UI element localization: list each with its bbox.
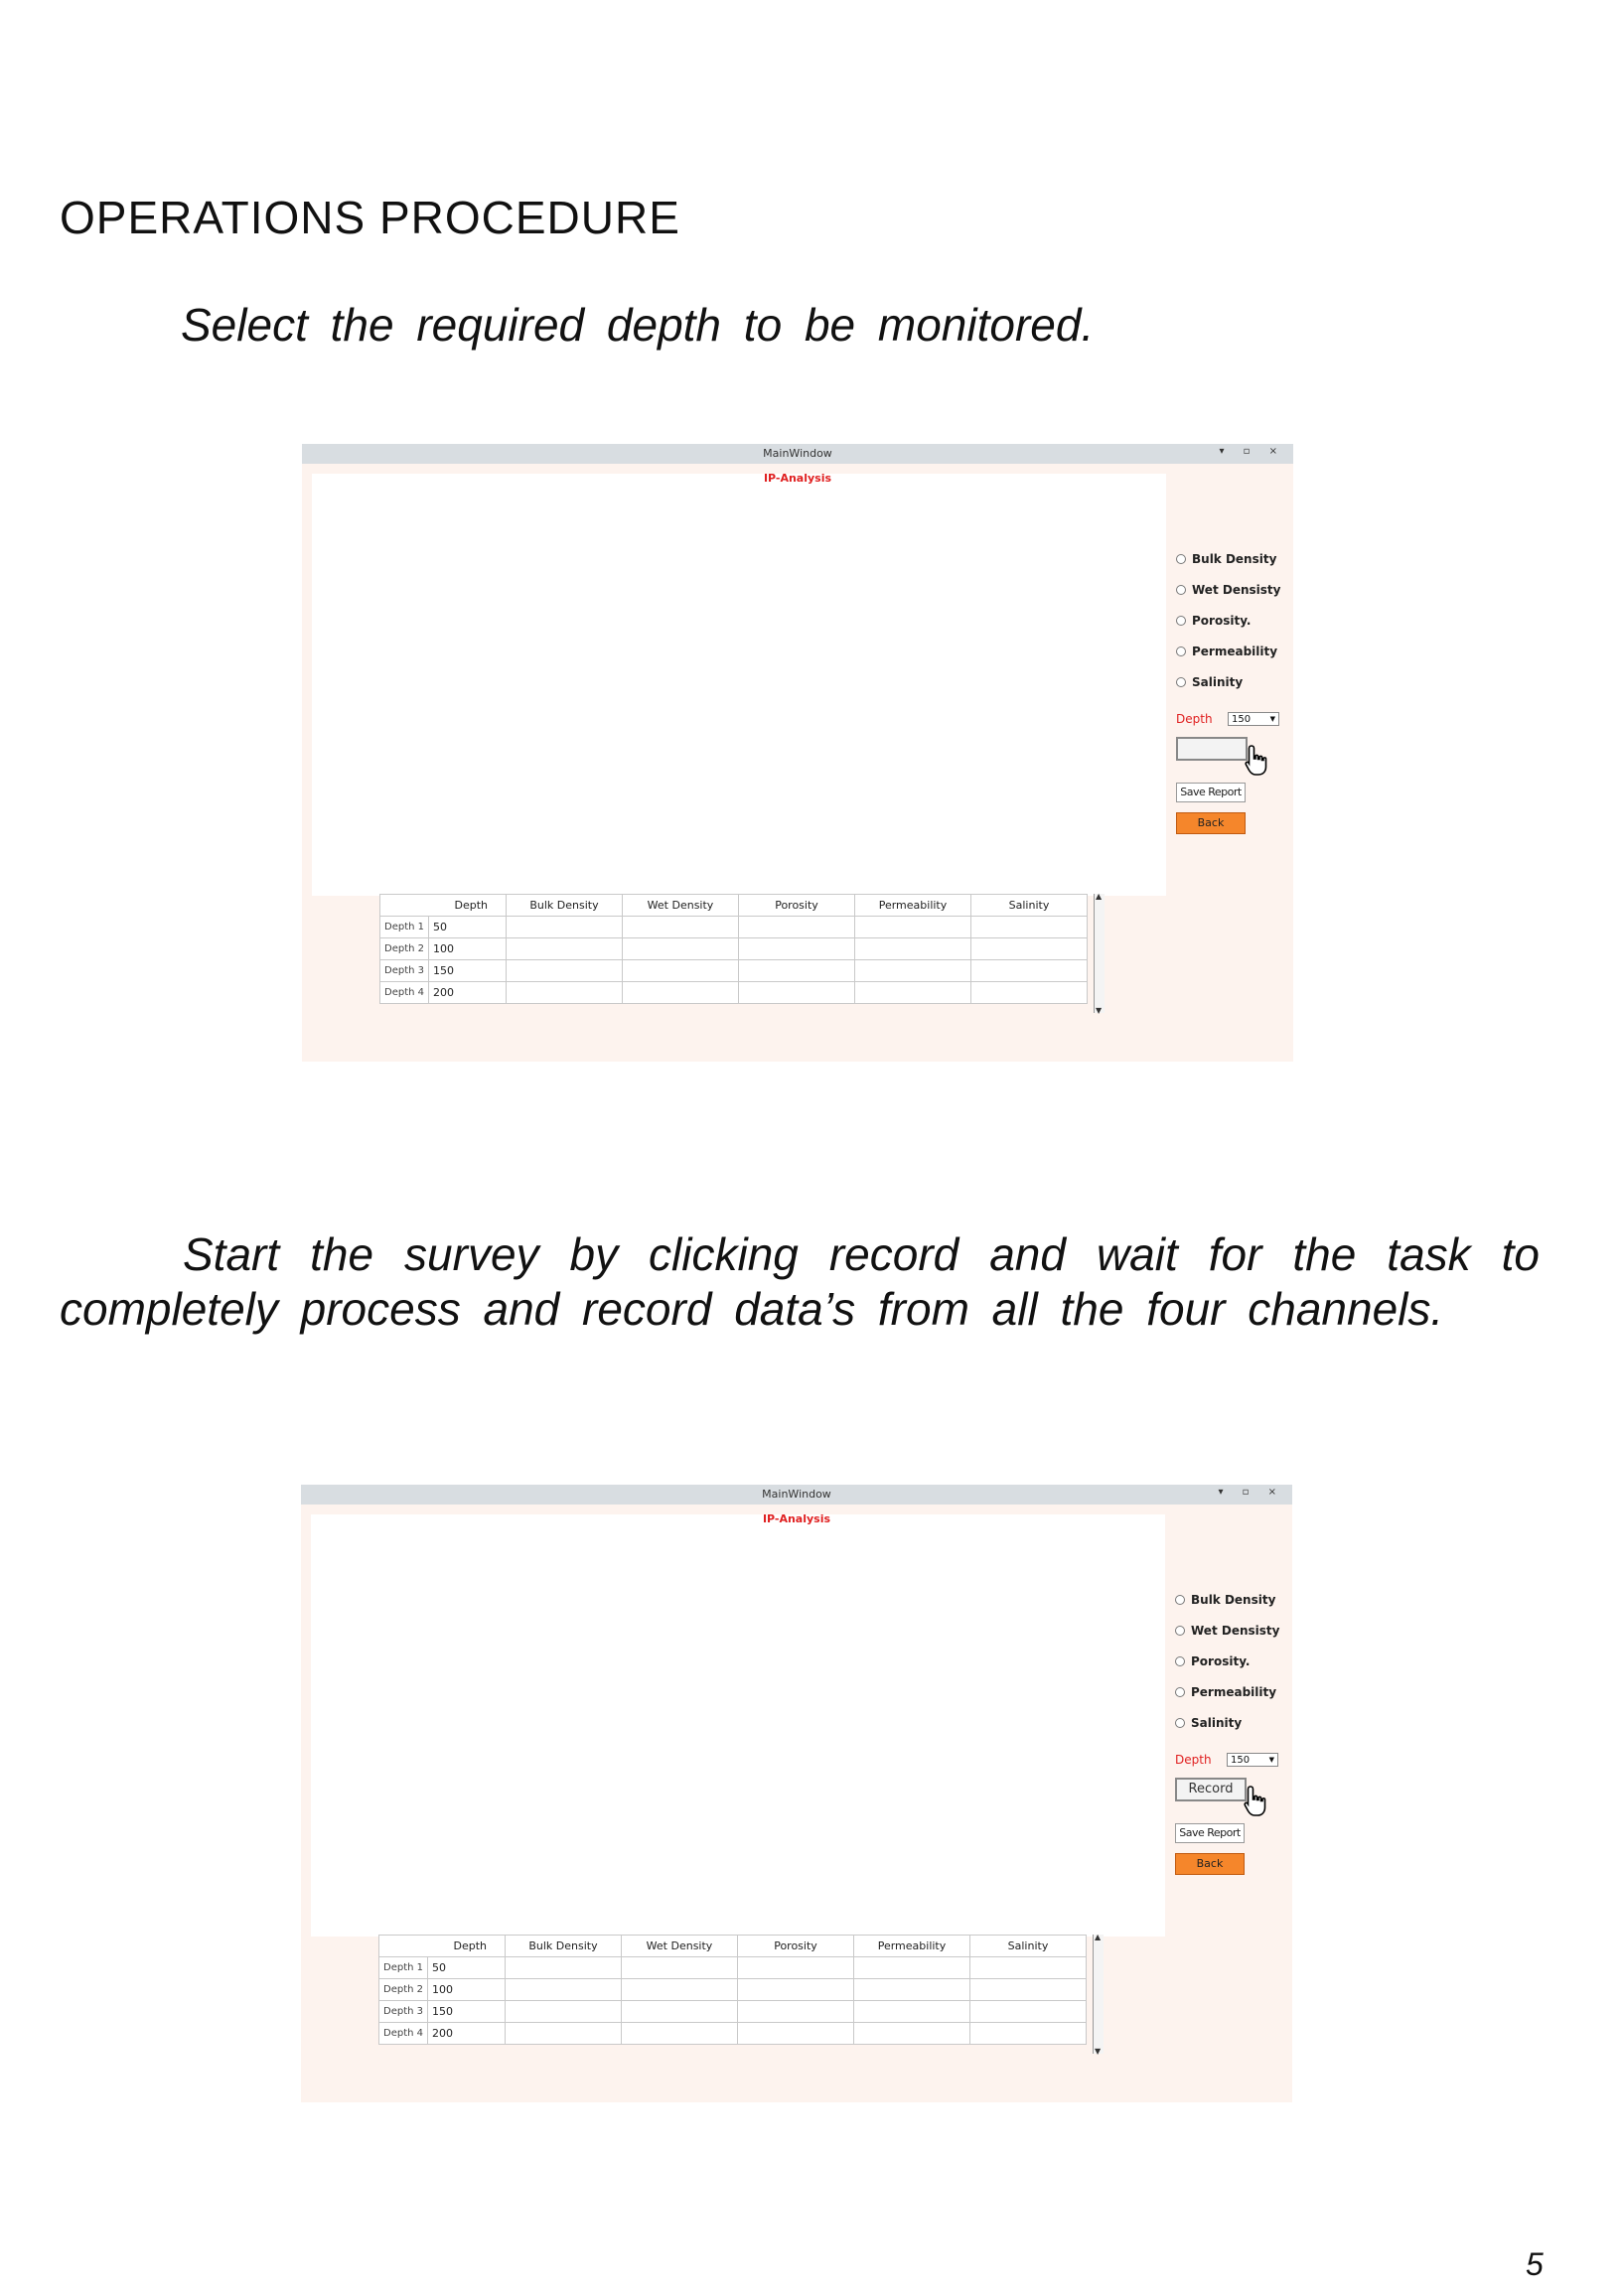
window-title: MainWindow <box>762 1488 831 1501</box>
chevron-down-icon: ▼ <box>1269 715 1275 723</box>
table-cell[interactable] <box>506 2001 622 2023</box>
plot-area <box>311 1514 1165 1937</box>
column-header-salinity[interactable]: Salinity <box>971 895 1088 917</box>
table-cell[interactable] <box>507 960 623 982</box>
table-cell[interactable] <box>506 1979 622 2001</box>
table-cell[interactable] <box>854 2001 970 2023</box>
back-button[interactable]: Back <box>1176 812 1246 834</box>
table-row <box>379 1979 1087 2001</box>
screenshot-select-depth <box>302 444 1293 1062</box>
depth-label: Depth <box>1175 1753 1212 1767</box>
radio-permeability[interactable]: Permeability <box>1176 636 1285 666</box>
radio-wet-density[interactable]: Wet Densisty <box>1176 574 1285 605</box>
table-cell[interactable] <box>971 938 1088 960</box>
table-cell[interactable] <box>622 2023 738 2045</box>
table-scrollbar[interactable] <box>1093 1935 1104 2054</box>
table-cell[interactable] <box>855 917 971 938</box>
page-number: 5 <box>1526 2246 1544 2282</box>
radio-circle-icon <box>1176 616 1186 626</box>
window-controls[interactable]: ▾ ▫ × <box>1219 446 1285 457</box>
table-cell[interactable] <box>970 1979 1087 2001</box>
table-cell[interactable] <box>971 960 1088 982</box>
scroll-up-icon[interactable]: ▲ <box>1095 1933 1102 1941</box>
table-cell[interactable] <box>970 1957 1087 1979</box>
depth-row <box>1175 1750 1284 1770</box>
table-cell[interactable] <box>855 960 971 982</box>
table-row <box>380 917 1088 938</box>
table-cell[interactable] <box>506 2023 622 2045</box>
scroll-down-icon[interactable]: ▼ <box>1096 1006 1103 1015</box>
table-cell[interactable] <box>738 1957 854 1979</box>
side-panel <box>1176 543 1285 834</box>
column-header-depth[interactable]: Depth <box>379 1936 506 1957</box>
row-header[interactable]: Depth 2 <box>380 938 429 960</box>
table-cell[interactable] <box>738 2001 854 2023</box>
table-row <box>379 2023 1087 2045</box>
app-title: IP-Analysis <box>763 472 832 485</box>
window-titlebar <box>301 1485 1292 1505</box>
table-row <box>380 960 1088 982</box>
table-cell[interactable]: 100 <box>428 1979 506 2001</box>
plot-area <box>312 474 1166 896</box>
radio-permeability[interactable]: Permeability <box>1175 1676 1284 1707</box>
window-titlebar <box>302 444 1293 464</box>
depth-select[interactable]: 150 ▼ <box>1227 1753 1278 1767</box>
table-cell[interactable] <box>622 1957 738 1979</box>
radio-bulk-density[interactable]: Bulk Density <box>1176 543 1285 574</box>
table-row <box>380 938 1088 960</box>
radio-circle-icon <box>1175 1595 1185 1605</box>
table-cell[interactable] <box>855 982 971 1004</box>
table-cell[interactable] <box>739 960 855 982</box>
table-cell[interactable] <box>623 982 739 1004</box>
radio-porosity[interactable]: Porosity. <box>1176 605 1285 636</box>
table-cell[interactable]: 150 <box>428 2001 506 2023</box>
radio-porosity[interactable]: Porosity. <box>1175 1646 1284 1676</box>
data-table <box>379 894 1088 1004</box>
record-button[interactable]: Record <box>1175 1778 1247 1801</box>
column-header-depth[interactable]: Depth <box>380 895 507 917</box>
table-cell[interactable] <box>971 917 1088 938</box>
column-header-porosity[interactable]: Porosity <box>738 1936 854 1957</box>
row-header[interactable]: Depth 1 <box>379 1957 428 1979</box>
table-cell[interactable]: 150 <box>429 960 507 982</box>
table-cell[interactable]: 50 <box>428 1957 506 1979</box>
row-header[interactable]: Depth 4 <box>379 2023 428 2045</box>
table-cell[interactable]: 200 <box>428 2023 506 2045</box>
radio-circle-icon <box>1175 1656 1185 1666</box>
instruction-start-survey: Start the survey by clicking record and wait for the task to completely process and record data’s from all the four channels. <box>60 1228 1540 1335</box>
table-cell[interactable] <box>506 1957 622 1979</box>
scroll-up-icon[interactable]: ▲ <box>1096 892 1103 901</box>
scroll-down-icon[interactable]: ▼ <box>1095 2047 1102 2056</box>
column-header-bulk-density[interactable]: Bulk Density <box>507 895 623 917</box>
row-header[interactable]: Depth 3 <box>380 960 429 982</box>
record-button[interactable] <box>1176 737 1248 761</box>
column-header-permeability[interactable]: Permeability <box>855 895 971 917</box>
radio-circle-icon <box>1176 646 1186 656</box>
table-row <box>379 2001 1087 2023</box>
table-cell[interactable] <box>739 982 855 1004</box>
table-cell[interactable] <box>739 938 855 960</box>
table-scrollbar[interactable] <box>1094 894 1105 1013</box>
table-cell[interactable] <box>623 938 739 960</box>
table-cell[interactable] <box>738 2023 854 2045</box>
hand-pointer-icon <box>1244 744 1271 778</box>
table-cell[interactable] <box>854 1957 970 1979</box>
table-cell[interactable] <box>855 938 971 960</box>
table-cell[interactable] <box>971 982 1088 1004</box>
radio-bulk-density[interactable]: Bulk Density <box>1175 1584 1284 1615</box>
table-cell[interactable] <box>738 1979 854 2001</box>
radio-circle-icon <box>1175 1718 1185 1728</box>
page-heading: OPERATIONS PROCEDURE <box>60 192 680 243</box>
window-title: MainWindow <box>763 447 832 460</box>
instruction-select-depth: Select the required depth to be monitored. <box>181 299 1095 351</box>
data-table <box>378 1935 1087 2045</box>
column-header-wet-density[interactable]: Wet Density <box>623 895 739 917</box>
table-cell[interactable]: 200 <box>429 982 507 1004</box>
table-cell[interactable] <box>507 982 623 1004</box>
row-header[interactable]: Depth 2 <box>379 1979 428 2001</box>
save-report-button[interactable]: Save Report <box>1176 783 1246 802</box>
hand-pointer-icon <box>1243 1785 1270 1818</box>
table-cell[interactable] <box>854 1979 970 2001</box>
table-row <box>379 1957 1087 1979</box>
table-cell[interactable] <box>970 2001 1087 2023</box>
column-header-permeability[interactable]: Permeability <box>854 1936 970 1957</box>
column-header-wet-density[interactable]: Wet Density <box>622 1936 738 1957</box>
radio-circle-icon <box>1175 1687 1185 1697</box>
chevron-down-icon: ▼ <box>1268 1756 1274 1764</box>
app-title: IP-Analysis <box>762 1512 831 1525</box>
window-controls[interactable]: ▾ ▫ × <box>1218 1487 1284 1498</box>
radio-wet-density[interactable]: Wet Densisty <box>1175 1615 1284 1646</box>
table-cell[interactable] <box>507 917 623 938</box>
table-cell[interactable]: 100 <box>429 938 507 960</box>
table-cell[interactable] <box>507 938 623 960</box>
radio-salinity[interactable]: Salinity <box>1176 666 1285 697</box>
save-report-button[interactable]: Save Report <box>1175 1823 1245 1843</box>
table-row <box>380 982 1088 1004</box>
radio-salinity[interactable]: Salinity <box>1175 1707 1284 1738</box>
depth-select[interactable]: 150 ▼ <box>1228 712 1279 726</box>
radio-circle-icon <box>1175 1626 1185 1636</box>
table-cell[interactable] <box>623 917 739 938</box>
row-header[interactable]: Depth 3 <box>379 2001 428 2023</box>
table-cell[interactable] <box>622 2001 738 2023</box>
radio-circle-icon <box>1176 554 1186 564</box>
column-header-porosity[interactable]: Porosity <box>739 895 855 917</box>
table-cell[interactable] <box>739 917 855 938</box>
back-button[interactable]: Back <box>1175 1853 1245 1875</box>
depth-row <box>1176 709 1285 729</box>
row-header[interactable]: Depth 1 <box>380 917 429 938</box>
radio-circle-icon <box>1176 677 1186 687</box>
row-header[interactable]: Depth 4 <box>380 982 429 1004</box>
table-cell[interactable] <box>623 960 739 982</box>
side-panel <box>1175 1584 1284 1875</box>
table-cell[interactable] <box>854 2023 970 2045</box>
table-cell[interactable] <box>970 2023 1087 2045</box>
table-cell[interactable] <box>622 1979 738 2001</box>
column-header-bulk-density[interactable]: Bulk Density <box>506 1936 622 1957</box>
screenshot-record <box>301 1485 1292 2102</box>
table-cell[interactable]: 50 <box>429 917 507 938</box>
depth-label: Depth <box>1176 712 1213 726</box>
column-header-salinity[interactable]: Salinity <box>970 1936 1087 1957</box>
radio-circle-icon <box>1176 585 1186 595</box>
